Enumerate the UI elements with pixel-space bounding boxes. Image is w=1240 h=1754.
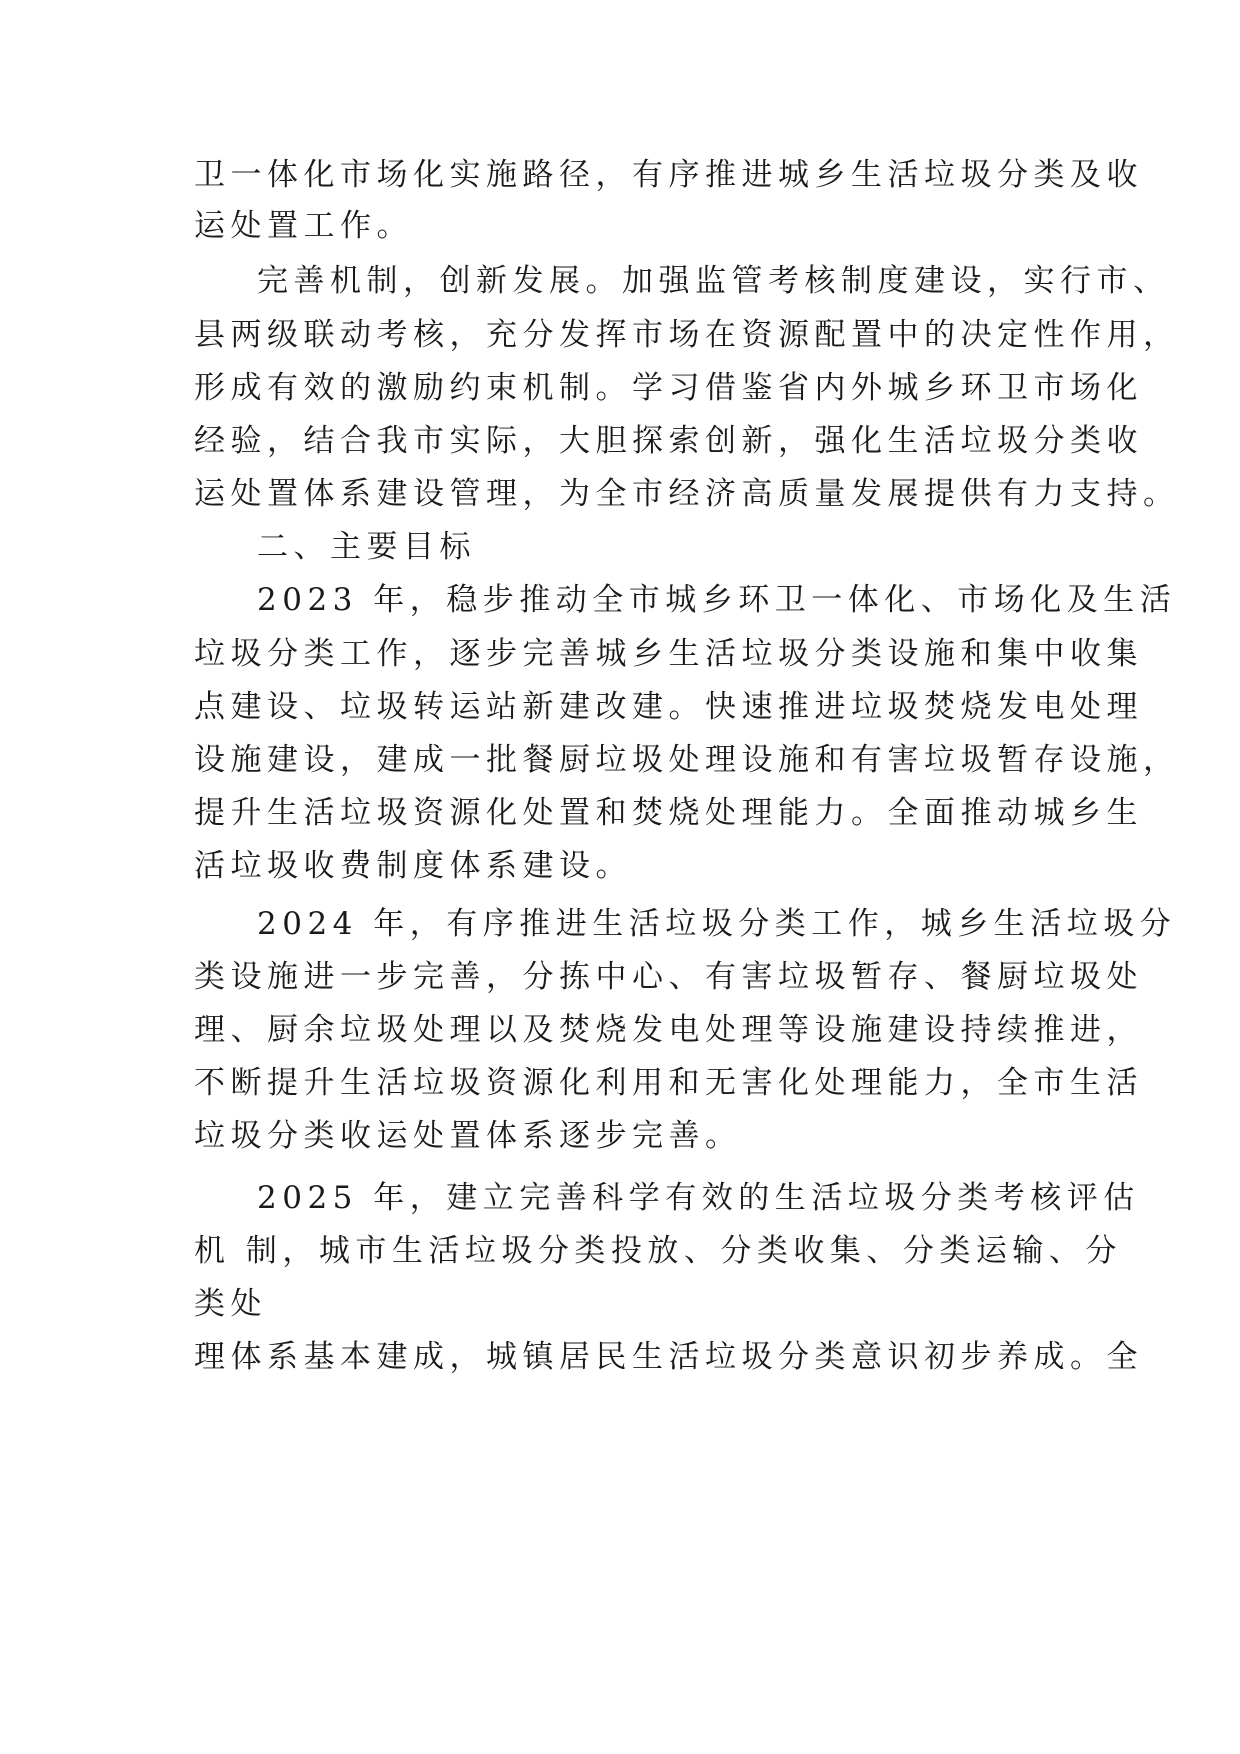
text-line: 卫一体化市场化实施路径，有序推进城乡生活垃圾分类及收 <box>194 157 1143 193</box>
text-line: 设施建设，建成一批餐厨垃圾处理设施和有害垃圾暂存设施， <box>194 742 1180 778</box>
text-line: 活垃圾收费制度体系建设。 <box>194 848 632 884</box>
text-line: 机 制，城市生活垃圾分类投放、分类收集、分类运输、分 <box>194 1233 1122 1269</box>
section-heading: 二、主要目标 <box>257 529 476 565</box>
text-line: 提升生活垃圾资源化处置和焚烧处理能力。全面推动城乡生 <box>194 795 1143 831</box>
text-line: 完善机制，创新发展。加强监管考核制度建设，实行市、 <box>257 263 1170 299</box>
text-line: 点建设、垃圾转运站新建改建。快速推进垃圾焚烧发电处理 <box>194 689 1143 725</box>
text-line: 2023 年，稳步推动全市城乡环卫一体化、市场化及生活 <box>257 582 1177 618</box>
text-line: 理体系基本建成，城镇居民生活垃圾分类意识初步养成。全 <box>194 1339 1143 1375</box>
text-line: 垃圾分类收运处置体系逐步完善。 <box>194 1118 742 1154</box>
text-line: 形成有效的激励约束机制。学习借鉴省内外城乡环卫市场化 <box>194 370 1143 406</box>
text-line: 运处置体系建设管理，为全市经济高质量发展提供有力支持。 <box>194 476 1180 512</box>
text-line: 经验，结合我市实际，大胆探索创新，强化生活垃圾分类收 <box>194 423 1143 459</box>
text-line: 2024 年，有序推进生活垃圾分类工作，城乡生活垃圾分 <box>257 906 1177 942</box>
text-line: 县两级联动考核，充分发挥市场在资源配置中的决定性作用， <box>194 317 1180 353</box>
text-line: 类设施进一步完善，分拣中心、有害垃圾暂存、餐厨垃圾处 <box>194 959 1143 995</box>
text-line: 类处 <box>194 1286 267 1322</box>
text-line: 垃圾分类工作，逐步完善城乡生活垃圾分类设施和集中收集 <box>194 636 1143 672</box>
text-line: 运处置工作。 <box>194 208 413 244</box>
text-line: 不断提升生活垃圾资源化利用和无害化处理能力，全市生活 <box>194 1065 1143 1101</box>
text-line: 理、厨余垃圾处理以及焚烧发电处理等设施建设持续推进， <box>194 1012 1143 1048</box>
text-line: 2025 年，建立完善科学有效的生活垃圾分类考核评估 <box>257 1180 1140 1216</box>
